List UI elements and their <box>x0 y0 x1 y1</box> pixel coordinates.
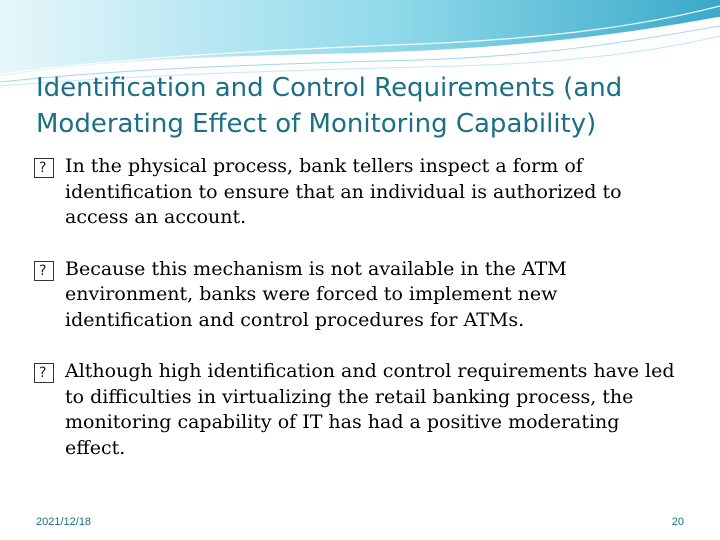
missing-glyph-icon <box>34 158 54 178</box>
slide-title: Identification and Control Requirements (and Moderating Effect of Monitoring Capability) <box>36 73 623 139</box>
bullet-item <box>34 154 684 231</box>
bullet-item <box>34 257 684 334</box>
missing-glyph-icon <box>34 261 54 281</box>
page-number: 20 <box>671 516 684 528</box>
bullet-list <box>34 154 684 487</box>
footer-date: 2021/12/18 <box>36 516 92 528</box>
bullet-item <box>34 359 684 461</box>
bullet-text: Although high identification and control requirements have led to difficulties in virtualizing the retail banking process, the monitoring capability of IT has had a positive moderating effect. <box>65 360 675 459</box>
bullet-text: Because this mechanism is not available in the ATM environment, banks were forced to implement new identification and control procedures for ATMs. <box>65 257 567 331</box>
missing-glyph-icon <box>34 363 54 383</box>
bullet-text: In the physical process, bank tellers inspect a form of identification to ensure that an individual is authorized to access an account. <box>65 155 622 228</box>
